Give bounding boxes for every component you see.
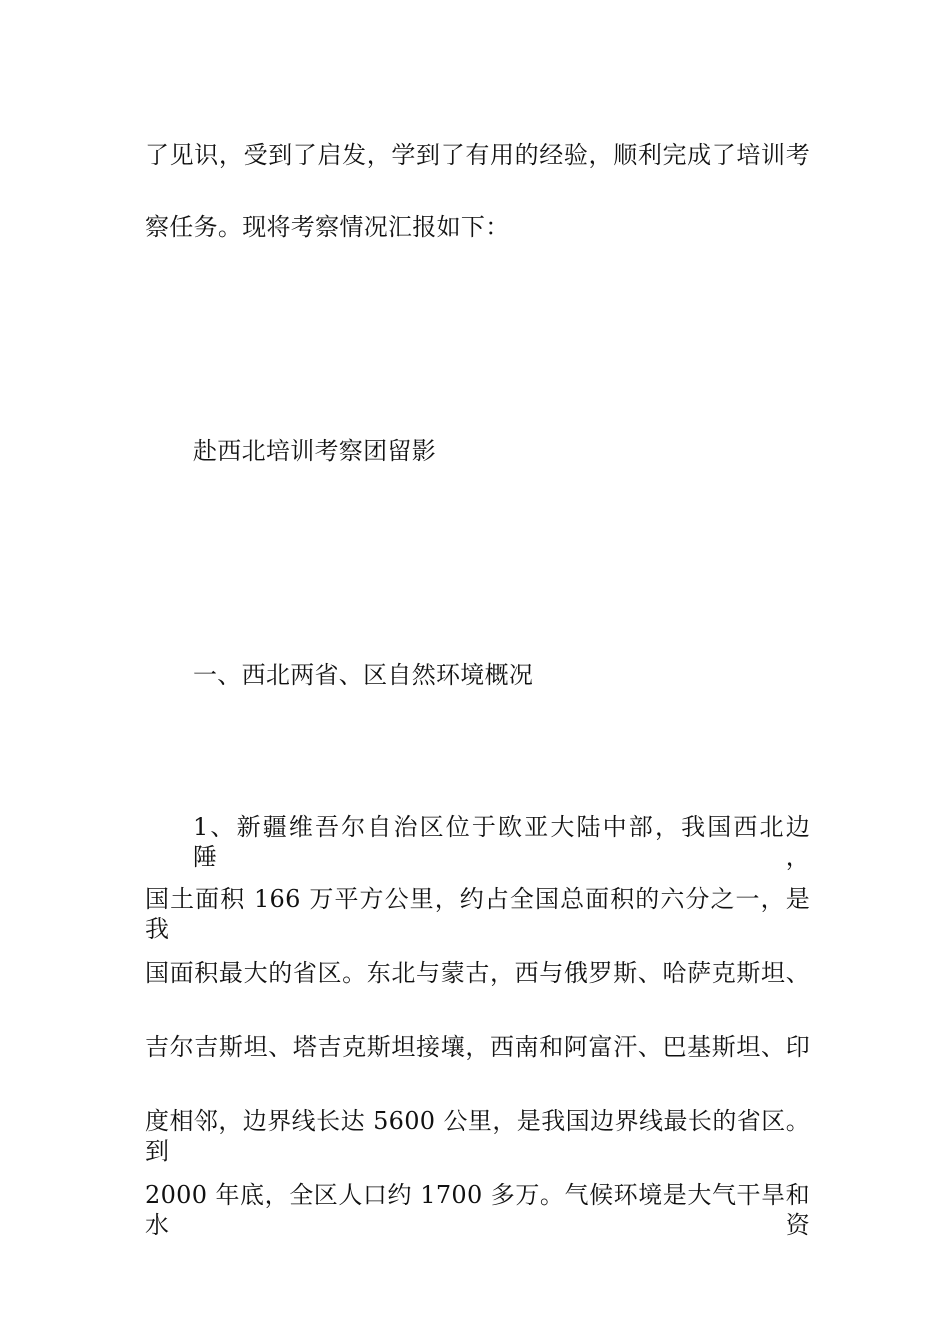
section-heading: 一、西北两省、区自然环境概况: [193, 661, 534, 689]
body-text-line: 察任务。现将考察情况汇报如下：: [145, 213, 510, 241]
body-text-line: 了见识，受到了启发，学到了有用的经验，顺利完成了培训考: [145, 141, 810, 169]
body-text-line: 吉尔吉斯坦、塔吉克斯坦接壤，西南和阿富汗、巴基斯坦、印: [145, 1033, 810, 1061]
body-text-line: 国土面积 166 万平方公里，约占全国总面积的六分之一，是我: [145, 885, 810, 943]
body-text-line: 2000 年底，全区人口约 1700 多万。气候环境是大气干旱和水资: [145, 1181, 810, 1239]
body-text-line: 度相邻，边界线长达 5600 公里，是我国边界线最长的省区。到: [145, 1107, 810, 1165]
body-text-line: 1、新疆维吾尔自治区位于欧亚大陆中部，我国西北边陲，: [193, 813, 810, 871]
photo-caption: 赴西北培训考察团留影: [193, 437, 436, 465]
body-text-line: 国面积最大的省区。东北与蒙古，西与俄罗斯、哈萨克斯坦、: [145, 959, 810, 987]
